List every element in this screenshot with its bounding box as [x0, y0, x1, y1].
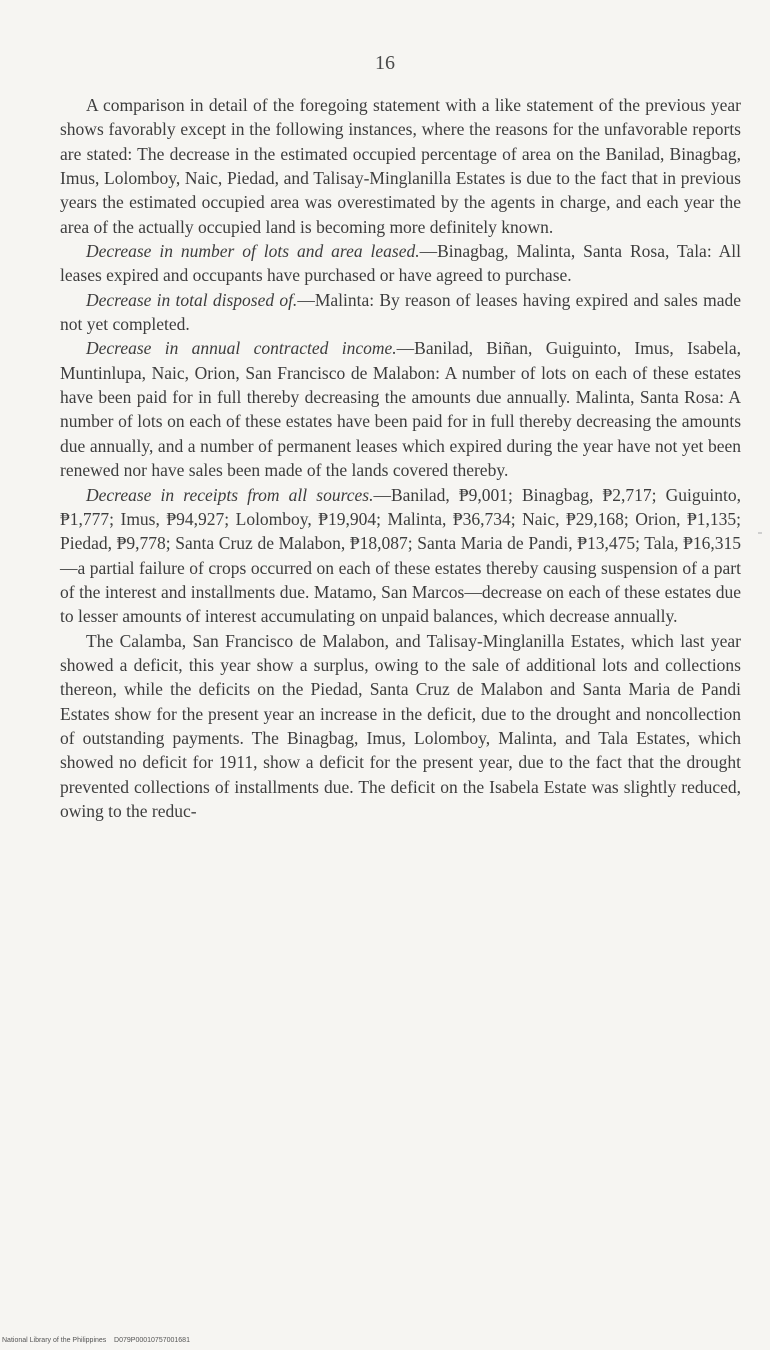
page-number: 16 [375, 52, 395, 74]
paragraph-lead: Decrease in total disposed of. [86, 289, 298, 310]
paragraph-decrease-disposed [60, 288, 741, 337]
paragraph-lead: Decrease in receipts from all sources. [86, 484, 374, 505]
footer-credit: National Library of the Philippines D079P00010757001681 [2, 1337, 190, 1344]
paragraph-deficits [60, 629, 741, 824]
paragraph-text: The Calamba, San Francisco de Malabon, and Talisay-Minglanilla Estates, which last year showed a deficit, this year show a surplus, owing to the sale of additional lots and collections thereon, while the deficits on the Piedad, Santa Cruz de Malabon and Santa Maria de Pandi Estates show for the present year an increase in the deficit, due to the drought and noncollection of outstanding payments. The Binagbag, Imus, Lolomboy, Malinta, and Tala Estates, which showed no deficit for 1911, show a deficit for the present year, due to the fact that the drought prevented collections of installments due. The deficit on the Isabela Estate was slightly reduced, owing to the reduc- [60, 630, 741, 821]
paragraph-decrease-lots-leased [60, 239, 741, 288]
paragraph-lead: Decrease in annual contracted income. [86, 338, 397, 359]
paragraph-text: —Malinta: By reason of leases having expired and sales made not yet completed. [60, 289, 741, 335]
paragraph-lead: Decrease in number of lots and area leased. [86, 241, 420, 262]
body-text [60, 93, 741, 823]
paragraph-text: —Binagbag, Malinta, Santa Rosa, Tala: All leases expired and occupants have purchased or have agreed to purchase. [60, 241, 741, 286]
paragraph-decrease-receipts [60, 483, 741, 629]
paragraph-decrease-income [60, 336, 741, 482]
paragraph-comparison [60, 93, 741, 239]
scan-artifact [758, 532, 762, 534]
paragraph-text: —Banilad, ₱9,001; Binagbag, ₱2,717; Guiguinto, ₱1,777; Imus, ₱94,927; Lolomboy, ₱19,904; Malinta, ₱36,734; Naic, ₱29,168; Orion, ₱1,135; Piedad, ₱9,778; Santa Cruz de Malabon, ₱18,087; Santa Maria de Pandi, ₱13,475; Tala, ₱16,315—a partial failure of crops occurred on each of these estates thereby causing suspension of a part of the interest and installments due. Matamo, San Marcos—decrease on each of these estates due to lesser amounts of interest accumulating on unpaid balances, which decrease annually. [60, 484, 741, 627]
paragraph-text: —Banilad, Biñan, Guiguinto, Imus, Isabela, Muntinlupa, Naic, Orion, San Francisco de Malabon: A number of lots on each of these estates have been paid for in full thereby decreasing the amounts due annually. Malinta, Santa Rosa: A number of lots on each of these estates have been paid for in full thereby decreasing the amounts due annually, and a number of permanent leases which expired during the year have not yet been renewed nor have sales been made of the lands covered thereby. [60, 338, 742, 481]
paragraph-text: A comparison in detail of the foregoing statement with a like statement of the previous year shows favorably except in the following instances, where the reasons for the unfavorable reports are stated: The decrease in the estimated occupied percentage of area on the Banilad, Binagbag, Imus, Lolomboy, Naic, Piedad, and Talisay-Minglanilla Estates is due to the fact that in previous years the estimated occupied area was overestimated by the agents in charge, and each year the area of the actually occupied land is becoming more definitely known. [60, 95, 741, 237]
